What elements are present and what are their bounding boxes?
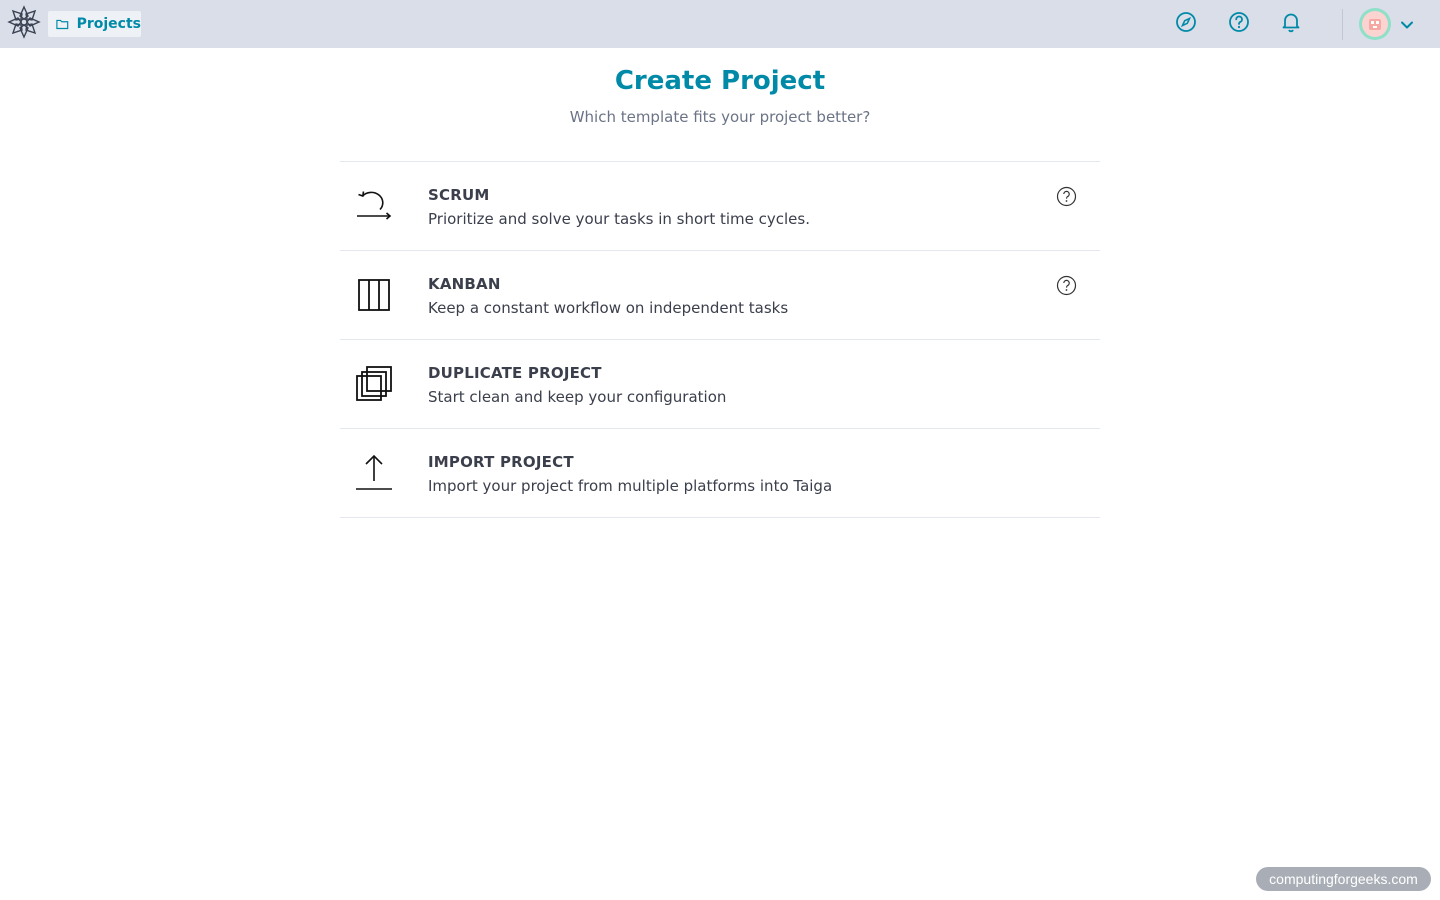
- template-option-description: Prioritize and solve your tasks in short time cycles.: [428, 210, 810, 228]
- page-subtitle: Which template fits your project better?: [569, 108, 871, 126]
- taiga-logo-icon[interactable]: [7, 5, 41, 39]
- bell-icon[interactable]: [1280, 11, 1302, 33]
- template-option-title: DUPLICATE PROJECT: [428, 364, 602, 382]
- kanban-columns-icon: [354, 275, 394, 315]
- template-option-kanban[interactable]: [340, 251, 1100, 340]
- template-option-title: KANBAN: [428, 275, 501, 293]
- template-option-description: Import your project from multiple platforms into Taiga: [428, 477, 833, 495]
- header-divider: [1342, 9, 1343, 40]
- upload-icon: [354, 453, 394, 493]
- scrum-cycle-icon: [354, 186, 394, 226]
- projects-button[interactable]: [48, 11, 141, 37]
- user-avatar[interactable]: [1359, 8, 1391, 40]
- folder-icon: [56, 17, 69, 31]
- watermark: computingforgeeks.com: [1256, 867, 1431, 891]
- template-option-description: Keep a constant workflow on independent tasks: [428, 299, 789, 317]
- template-option-duplicate-project[interactable]: [340, 340, 1100, 429]
- template-option-scrum[interactable]: [340, 162, 1100, 251]
- duplicate-icon: [354, 364, 394, 404]
- help-icon[interactable]: [1056, 275, 1077, 296]
- template-option-description: Start clean and keep your configuration: [428, 388, 727, 406]
- template-option-title: SCRUM: [428, 186, 490, 204]
- template-option-import-project[interactable]: [340, 429, 1100, 518]
- template-options-list: [340, 161, 1100, 518]
- avatar-face-icon: [1362, 11, 1388, 37]
- projects-button-label: Projects: [76, 16, 141, 32]
- top-navigation-bar: [0, 0, 1440, 48]
- template-option-title: IMPORT PROJECT: [428, 453, 574, 471]
- page-title: Create Project: [614, 66, 826, 96]
- chevron-down-icon[interactable]: [1399, 17, 1415, 33]
- compass-icon[interactable]: [1175, 11, 1197, 33]
- avatar-image: [1362, 11, 1388, 37]
- help-icon[interactable]: [1056, 186, 1077, 207]
- help-icon[interactable]: [1228, 11, 1250, 33]
